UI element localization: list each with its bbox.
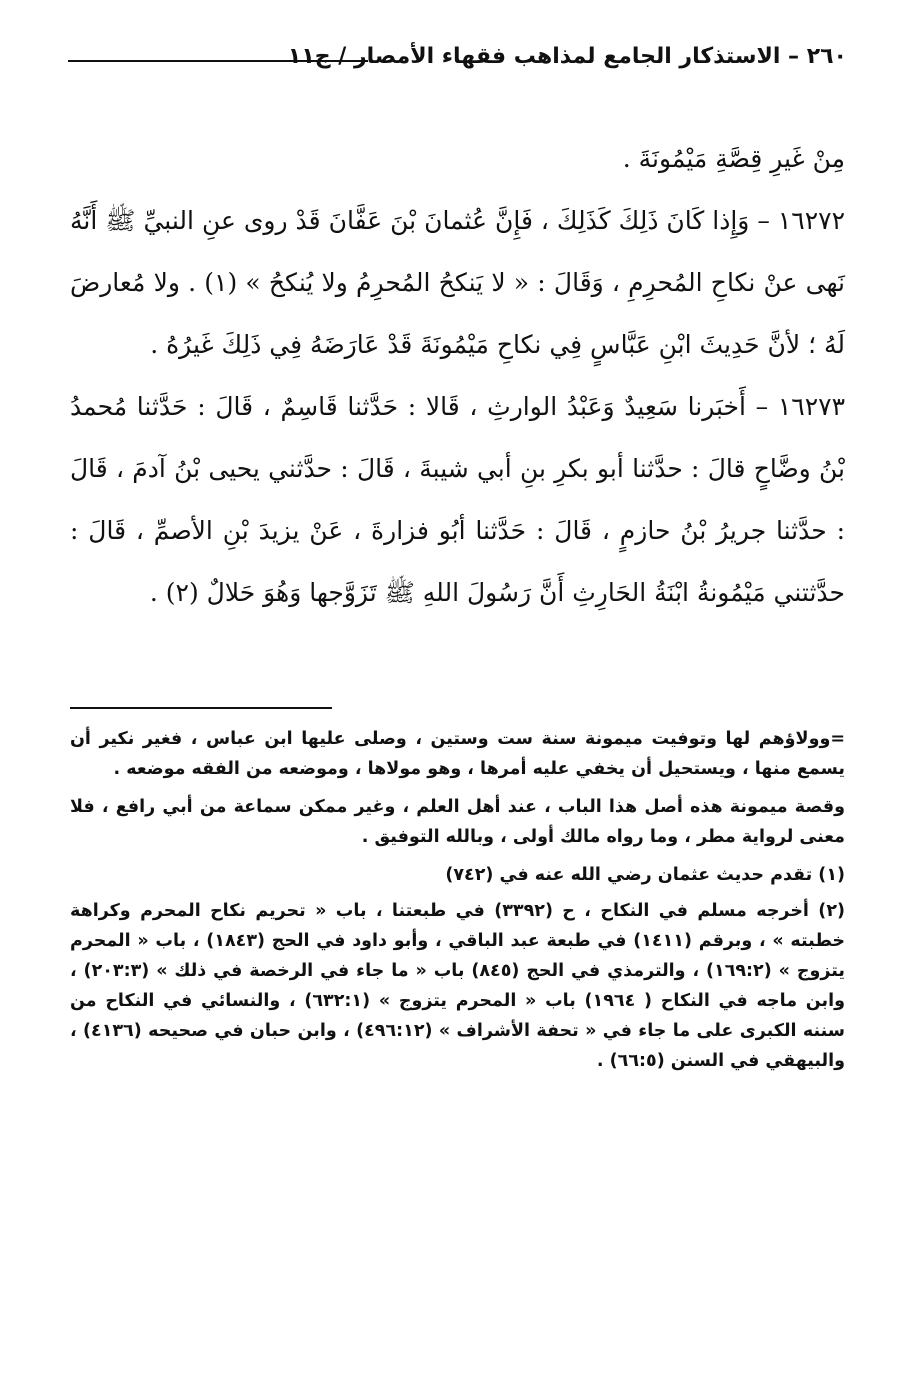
paragraph: مِنْ غَيرِ قِصَّةِ مَيْمُونَةَ . [622, 144, 845, 173]
paragraph: ١٦٢٧٣ – أَخبَرنا سَعِيدٌ وَعَبْدُ الوارثِ ، قَالا : حَدَّثنا قَاسِمٌ ، قَالَ : حَدَّثنا مُحمدُ بْنُ وضَّاحٍ قالَ : حدَّثنا أبو بكرِ بنِ أبي شيبةَ ، قَالَ : حدَّثني يحيى بْنُ آدمَ ، قَالَ : حدَّثنا جريرُ بْنُ حازمٍ ، قَالَ : حَدَّثنا أبُو فزارةَ ، عَنْ يزيدَ بْنِ الأصمِّ ، قَالَ : حدَّثتني مَيْمُونةُ ابْنَةُ الحَارِثِ أَنَّ رَسُولَ اللهِ ﷺ تَزَوَّجها وَهُوَ حَلالٌ (٢) . [70, 392, 845, 607]
footnote-line: وقصة ميمونة هذه أصل هذا الباب ، عند أهل العلم ، وغير ممكن سماعة من أبي رافع ، فلا معنى لرواية مطر ، وما رواه مالك أولى ، وبالله التوفيق . [70, 797, 845, 847]
footnote-separator [70, 707, 332, 709]
paragraph: ١٦٢٧٢ – وَإِذا كَانَ ذَلِكَ كَذَلِكَ ، فَإِنَّ عُثمانَ بْنَ عَفَّانَ قَدْ روى عنِ النبيِّ ﷺ أَنَّهُ نَهى عنْ نكاحِ المُحرِمِ ، وَقَالَ : « لا يَنكحُ المُحرِمُ ولا يُنكحُ » (١) . ولا مُعارضَ لَهُ ؛ لأنَّ حَدِيثَ ابْنِ عَبَّاسٍ فِي نكاحِ مَيْمُونَةَ قَدْ عَارَضَهُ فِي ذَلِكَ غَيرُهُ . [70, 206, 845, 359]
footnote-line: =وولاؤهم لها وتوفيت ميمونة سنة ست وستين ، وصلى عليها ابن عباس ، فغير نكير أن يسمع منها ، ويستحيل أن يخفي عليه أمرها ، وهو مولاها ، وموضعه من الفقه موضعه . [70, 729, 845, 779]
footnote-line: (٢) أخرجه مسلم في النكاح ، ح (٣٣٩٢) في طبعتنا ، باب « تحريم نكاح المحرم وكراهة خطبته » ، وبرقم (١٤١١) في طبعة عبد الباقي ، وأبو داود في الحج (١٨٤٣) ، باب « المحرم يتزوج » (١٦٩:٢) ، والترمذي في الحج (٨٤٥) باب « ما جاء في الرخصة في ذلك » (٢٠٣:٣) ، وابن ماجه في النكاح ( ١٩٦٤) باب « المحرم يتزوج » (٦٣٢:١) ، والنسائي في النكاح من سننه الكبرى على ما جاء في « تحفة الأشراف » (٤٩٦:١٢) ، وابن حبان في صحيحه (٤١٣٦) ، والبيهقي في السنن (٦٦:٥) . [70, 901, 845, 1071]
running-title: ٢٦٠ – الاستذكار الجامع لمذاهب فقهاء الأمصار / ج١١ [287, 44, 847, 69]
main-text [70, 128, 845, 624]
page-header [68, 40, 847, 84]
footnotes [70, 724, 845, 1082]
footnote-line: (١) تقدم حديث عثمان رضي الله عنه في (٧٤٢) [445, 865, 845, 885]
header-rule [68, 60, 368, 62]
